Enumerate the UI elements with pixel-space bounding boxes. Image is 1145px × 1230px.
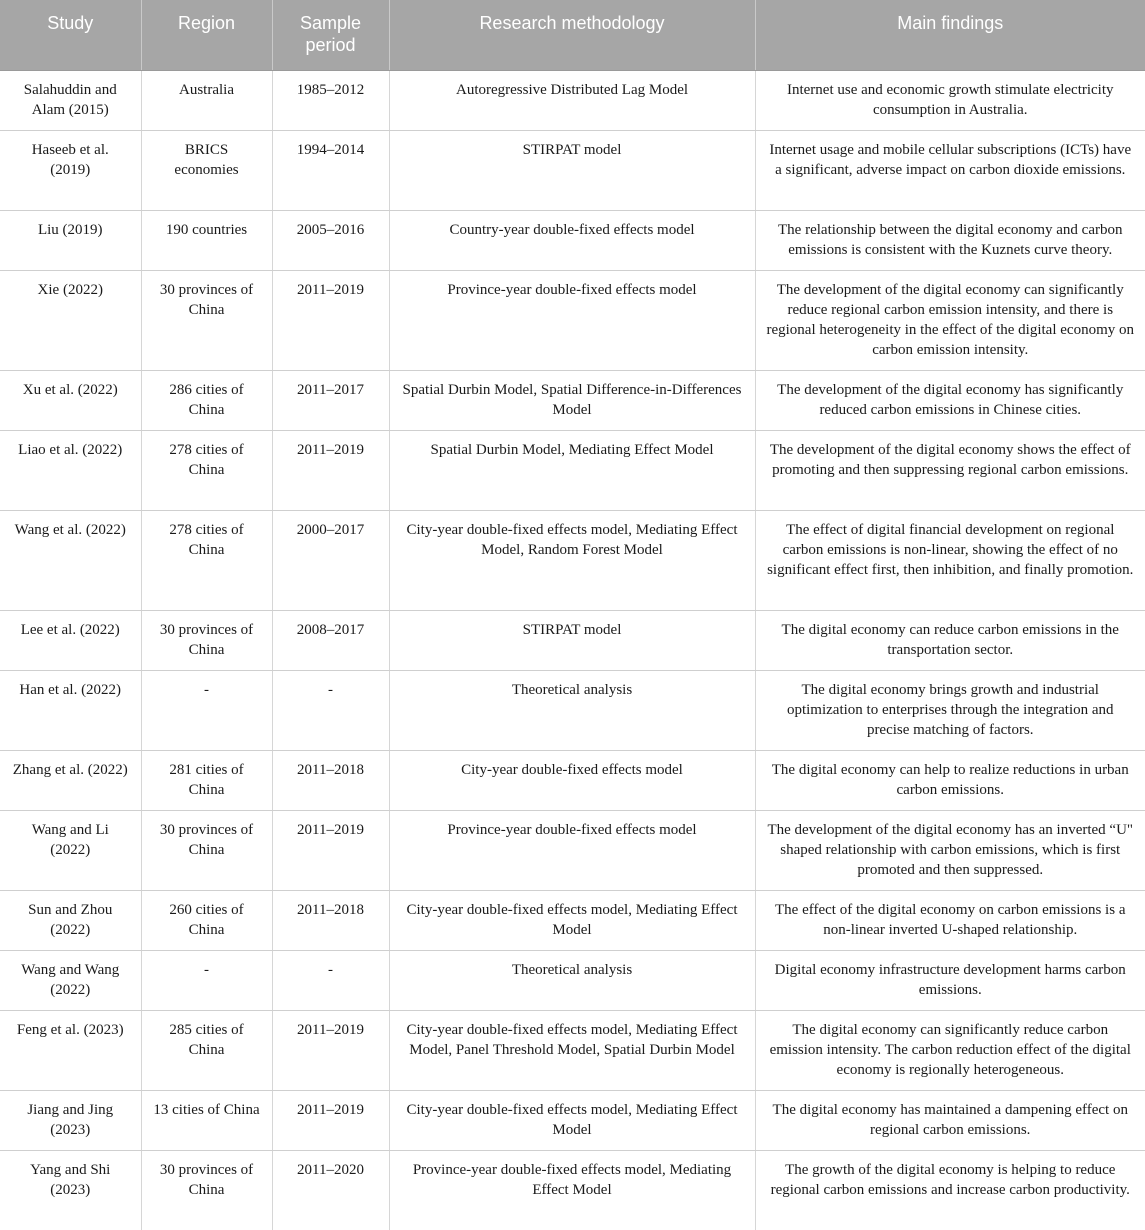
cell-findings: Internet use and economic growth stimulate electricity consumption in Australia. [755,70,1145,130]
cell-methodology: City-year double-fixed effects model, Mediating Effect Model, Random Forest Model [389,510,755,610]
table-row [0,750,1145,810]
cell-study: Han et al. (2022) [0,670,141,750]
table-row [0,670,1145,750]
cell-region: - [141,670,272,750]
cell-study: Liu (2019) [0,210,141,270]
cell-period: 2000–2017 [272,510,389,610]
cell-methodology: Country-year double-fixed effects model [389,210,755,270]
table-row [0,130,1145,210]
cell-findings: The growth of the digital economy is helping to reduce regional carbon emissions and increase carbon productivity. [755,1150,1145,1230]
cell-methodology: Province-year double-fixed effects model [389,810,755,890]
header-region: Region [141,0,272,70]
cell-findings: The digital economy can significantly reduce carbon emission intensity. The carbon reduction effect of the digital economy is regionally heterogeneous. [755,1010,1145,1090]
cell-methodology: Province-year double-fixed effects model [389,270,755,370]
cell-methodology: Spatial Durbin Model, Mediating Effect Model [389,430,755,510]
cell-findings: The digital economy has maintained a dampening effect on regional carbon emissions. [755,1090,1145,1150]
cell-study: Haseeb et al. (2019) [0,130,141,210]
cell-study: Jiang and Jing (2023) [0,1090,141,1150]
cell-study: Liao et al. (2022) [0,430,141,510]
header-sample-period-line2: period [305,35,356,55]
cell-period: 1985–2012 [272,70,389,130]
cell-region: - [141,950,272,1010]
cell-study: Wang et al. (2022) [0,510,141,610]
cell-region: 286 cities of China [141,370,272,430]
cell-region: 30 provinces of China [141,1150,272,1230]
table-row [0,510,1145,610]
table-row [0,1010,1145,1090]
table-row [0,1150,1145,1230]
table-header-row [0,0,1145,70]
cell-study: Zhang et al. (2022) [0,750,141,810]
cell-study: Wang and Li (2022) [0,810,141,890]
cell-findings: The development of the digital economy can significantly reduce regional carbon emission intensity, and there is regional heterogeneity in the effect of the digital economy on carbon emission intensity. [755,270,1145,370]
cell-findings: Internet usage and mobile cellular subscriptions (ICTs) have a significant, adverse impact on carbon dioxide emissions. [755,130,1145,210]
header-findings: Main findings [755,0,1145,70]
cell-period: 2011–2018 [272,750,389,810]
cell-period: 2011–2019 [272,1010,389,1090]
cell-region: 281 cities of China [141,750,272,810]
cell-methodology: City-year double-fixed effects model, Mediating Effect Model, Panel Threshold Model, Spatial Durbin Model [389,1010,755,1090]
cell-region: 190 countries [141,210,272,270]
cell-methodology: Autoregressive Distributed Lag Model [389,70,755,130]
cell-region: Australia [141,70,272,130]
cell-period: 2011–2020 [272,1150,389,1230]
cell-study: Feng et al. (2023) [0,1010,141,1090]
cell-findings: Digital economy infrastructure development harms carbon emissions. [755,950,1145,1010]
cell-region: 278 cities of China [141,510,272,610]
cell-region: 13 cities of China [141,1090,272,1150]
cell-findings: The relationship between the digital economy and carbon emissions is consistent with the Kuznets curve theory. [755,210,1145,270]
cell-methodology: Theoretical analysis [389,950,755,1010]
cell-study: Xu et al. (2022) [0,370,141,430]
cell-findings: The digital economy can reduce carbon emissions in the transportation sector. [755,610,1145,670]
cell-region: 30 provinces of China [141,610,272,670]
cell-methodology: City-year double-fixed effects model [389,750,755,810]
cell-findings: The development of the digital economy has an inverted “U" shaped relationship with carbon emissions, which is first promoted and then suppressed. [755,810,1145,890]
cell-period: 2011–2018 [272,890,389,950]
table-row [0,210,1145,270]
cell-period: - [272,670,389,750]
table-row [0,890,1145,950]
cell-period: 2011–2019 [272,1090,389,1150]
cell-period: 2011–2017 [272,370,389,430]
cell-methodology: STIRPAT model [389,610,755,670]
cell-region: 278 cities of China [141,430,272,510]
table-row [0,810,1145,890]
cell-period: - [272,950,389,1010]
cell-period: 2008–2017 [272,610,389,670]
header-study: Study [0,0,141,70]
table-row [0,270,1145,370]
cell-period: 2011–2019 [272,430,389,510]
cell-findings: The effect of the digital economy on carbon emissions is a non-linear inverted U-shaped relationship. [755,890,1145,950]
cell-period: 1994–2014 [272,130,389,210]
table-row [0,610,1145,670]
header-sample-period-line1: Sample [299,13,362,33]
cell-period: 2005–2016 [272,210,389,270]
table-row [0,430,1145,510]
cell-methodology: Theoretical analysis [389,670,755,750]
cell-findings: The effect of digital financial development on regional carbon emissions is non-linear, showing the effect of no significant effect first, then inhibition, and finally promotion. [755,510,1145,610]
cell-study: Yang and Shi (2023) [30,1161,111,1198]
cell-methodology: City-year double-fixed effects model, Mediating Effect Model [389,890,755,950]
cell-findings: The digital economy brings growth and industrial optimization to enterprises through the integration and precise matching of factors. [755,670,1145,750]
cell-study: Sun and Zhou (2022) [0,890,141,950]
table-row [0,1090,1145,1150]
table-row [0,70,1145,130]
cell-region: BRICS economies [141,130,272,210]
cell-region: 30 provinces of China [141,270,272,370]
cell-findings: The development of the digital economy shows the effect of promoting and then suppressing regional carbon emissions. [755,430,1145,510]
cell-methodology: Province-year double-fixed effects model, Mediating Effect Model [389,1150,755,1230]
cell-findings: The development of the digital economy has significantly reduced carbon emissions in Chinese cities. [755,370,1145,430]
cell-period: 2011–2019 [272,810,389,890]
cell-period: 2011–2019 [272,270,389,370]
cell-region: 30 provinces of China [141,810,272,890]
cell-region: 285 cities of China [141,1010,272,1090]
cell-methodology: Spatial Durbin Model, Spatial Difference-in-Differences Model [389,370,755,430]
header-sample-period [272,0,389,70]
cell-study: Lee et al. (2022) [0,610,141,670]
header-methodology: Research methodology [389,0,755,70]
table-row [0,370,1145,430]
cell-methodology: STIRPAT model [389,130,755,210]
cell-study: Wang and Wang (2022) [0,950,141,1010]
cell-region: 260 cities of China [141,890,272,950]
cell-methodology: City-year double-fixed effects model, Mediating Effect Model [389,1090,755,1150]
cell-study: Xie (2022) [0,270,141,370]
cell-study: Salahuddin and Alam (2015) [0,70,141,130]
cell-findings: The digital economy can help to realize reductions in urban carbon emissions. [755,750,1145,810]
table-row [0,950,1145,1010]
